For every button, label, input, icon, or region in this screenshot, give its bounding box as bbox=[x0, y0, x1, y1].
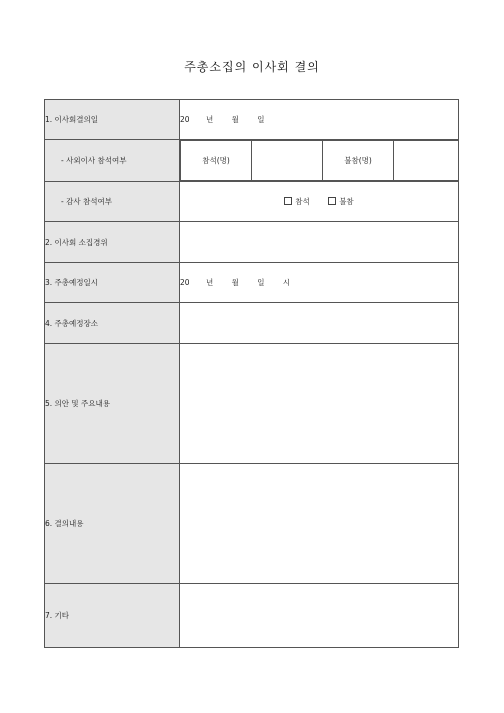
field-meeting-place[interactable] bbox=[180, 303, 459, 344]
auditor-attend-option[interactable] bbox=[284, 197, 310, 206]
auditor-absent-option[interactable] bbox=[328, 197, 354, 206]
row-resolution bbox=[45, 464, 459, 584]
outside-attend-count[interactable] bbox=[252, 141, 323, 181]
auditor-attend-label: 참석 bbox=[295, 197, 310, 206]
meeting-hour-unit: 시 bbox=[282, 278, 291, 287]
label-convening: 2. 이사회 소집경위 bbox=[45, 222, 180, 263]
row-agenda bbox=[45, 344, 459, 464]
label-meeting-place: 4. 주총예정장소 bbox=[45, 303, 180, 344]
row-meeting-date bbox=[45, 263, 459, 303]
outside-absent-label: 불참(명) bbox=[323, 141, 394, 181]
meeting-year-unit: 년 bbox=[205, 278, 214, 287]
meeting-year: 20 bbox=[180, 278, 190, 287]
label-auditor: - 감사 참석여부 bbox=[45, 182, 180, 222]
outside-attend-label: 참석(명) bbox=[181, 141, 252, 181]
resolution-day-unit: 일 bbox=[257, 115, 265, 124]
field-meeting-date[interactable] bbox=[180, 263, 459, 303]
label-agenda: 5. 의안 및 주요내용 bbox=[45, 344, 180, 464]
row-outside-directors bbox=[45, 140, 459, 182]
field-agenda[interactable] bbox=[180, 344, 459, 464]
field-convening[interactable] bbox=[180, 222, 459, 263]
label-meeting-date: 3. 주총예정일시 bbox=[45, 263, 180, 303]
row-convening bbox=[45, 222, 459, 263]
checkbox-icon[interactable] bbox=[328, 197, 336, 205]
meeting-day-unit: 일 bbox=[257, 278, 265, 287]
label-outside-directors: - 사외이사 참석여부 bbox=[45, 140, 180, 182]
row-meeting-place bbox=[45, 303, 459, 344]
outside-absent-count[interactable] bbox=[394, 141, 459, 181]
resolution-year: 20 bbox=[180, 115, 190, 124]
outside-directors-grid bbox=[180, 140, 458, 181]
row-other bbox=[45, 584, 459, 648]
outside-directors-cells bbox=[180, 140, 459, 182]
meeting-month-unit: 월 bbox=[231, 278, 239, 287]
auditor-absent-label: 불참 bbox=[339, 197, 354, 206]
field-resolution-date[interactable] bbox=[180, 100, 459, 140]
resolution-year-unit: 년 bbox=[205, 115, 214, 124]
field-resolution[interactable] bbox=[180, 464, 459, 584]
resolution-month-unit: 월 bbox=[231, 115, 239, 124]
label-resolution-date: 1. 이사회결의일 bbox=[45, 100, 180, 140]
checkbox-icon[interactable] bbox=[284, 197, 292, 205]
field-other[interactable] bbox=[180, 584, 459, 648]
label-other: 7. 기타 bbox=[45, 584, 180, 648]
row-resolution-date bbox=[45, 100, 459, 140]
row-auditor bbox=[45, 182, 459, 222]
resolution-form bbox=[44, 99, 459, 648]
label-resolution: 6. 결의내용 bbox=[45, 464, 180, 584]
auditor-options bbox=[180, 182, 459, 222]
document-title: 주총소집의 이사회 결의 bbox=[184, 60, 320, 74]
